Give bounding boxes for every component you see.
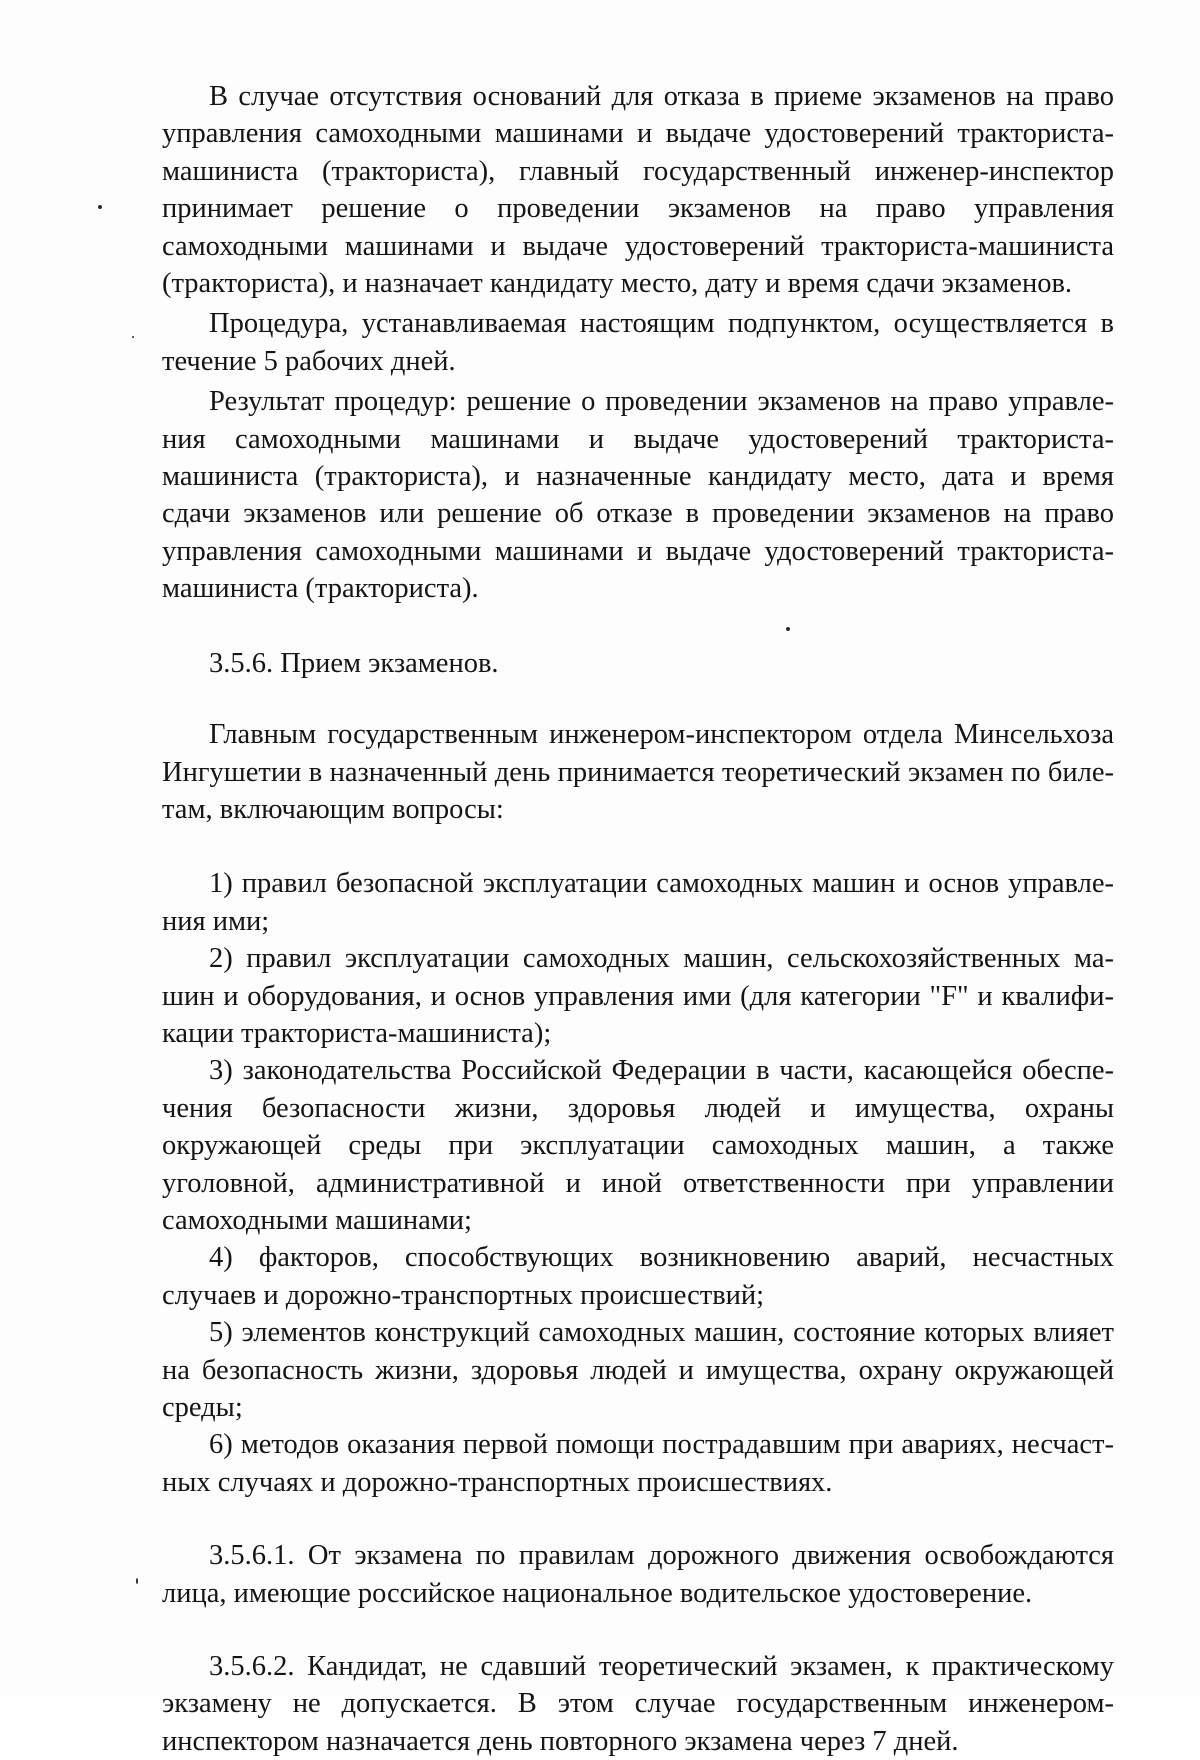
paragraph-procedure-result: Результат процедур: решение о проведении экзаменов на право управления самоходными машинами и выдаче удостоверений тракториста-машиниста (тракториста), и назначенные кандидату место, дата и время сдачи экзаменов или решение об отказе в проведении экзаменов на право управления самоходными машинами и выдаче удостоверений тракториста-машиниста (тракториста). [162, 386, 1114, 605]
paragraph-exam-decision: В случае отсутствия оснований для отказа в приеме экзаменов на право управления самоходными машинами и выдаче удостоверений тракториста-машиниста (тракториста), главный государственный инженер-инспектор принимает решение о проведении экзаменов на право управления самоходными машинами и выдаче удостоверений тракториста-машиниста (тракториста), и назначает кандидату место, дату и время сдачи экзаменов. [162, 81, 1114, 300]
list-item: 4) факторов, способствующих возникновению аварий, несчастных случаев и дорожно-транспортных происшествий; [162, 1242, 1114, 1311]
scan-speck [132, 336, 134, 338]
section-heading-3-5-6: 3.5.6. Прием экзаменов. [209, 647, 499, 679]
exam-questions-list [162, 865, 1114, 1501]
list-item: 1) правил безопасной эксплуатации самоходных машин и основ управления ими; [162, 868, 1114, 937]
list-item: 5) элементов конструкций самоходных машин, состояние которых влияет на безопасность жизни, здоровья людей и имущества, охрану окружающей среды; [162, 1317, 1114, 1423]
clause-3-5-6-1: 3.5.6.1. От экзамена по правилам дорожного движения освобождаются лица, имеющие российское национальное водительское удостоверение. [162, 1540, 1114, 1609]
list-item: 2) правил эксплуатации самоходных машин, сельскохозяйственных машин и оборудования, и основ управления ими (для категории "F" и квалификации тракториста-машиниста); [162, 943, 1114, 1049]
list-item: 6) методов оказания первой помощи пострадавшим при авариях, несчастных случаях и дорожно-транспортных происшествиях. [162, 1429, 1114, 1498]
paragraph-theory-exam: Главным государственным инженером-инспектором отдела Минсельхоза Ингушетии в назначенный день принимается теоретический экзамен по билетам, включающим вопросы: [162, 719, 1114, 825]
clause-3-5-6-2: 3.5.6.2. Кандидат, не сдавший теоретический экзамен, к практическому экзамену не допускается. В этом случае государственным инженером-инспектором назначается день повторного экзамена через 7 дней. [162, 1651, 1114, 1757]
document-body [162, 78, 1114, 1760]
scan-speck [98, 205, 102, 209]
list-item: 3) законодательства Российской Федерации в части, касающейся обеспечения безопасности жизни, здоровья людей и имущества, охраны окружающей среды при эксплуатации самоходных машин, а также уголовной, административной и иной ответственности при управлении самоходными машинами; [162, 1055, 1114, 1236]
scan-speck [136, 1578, 138, 1584]
paragraph-procedure-term: Процедура, устанавливаемая настоящим подпунктом, осуществляется в течение 5 рабочих дней. [162, 308, 1114, 377]
